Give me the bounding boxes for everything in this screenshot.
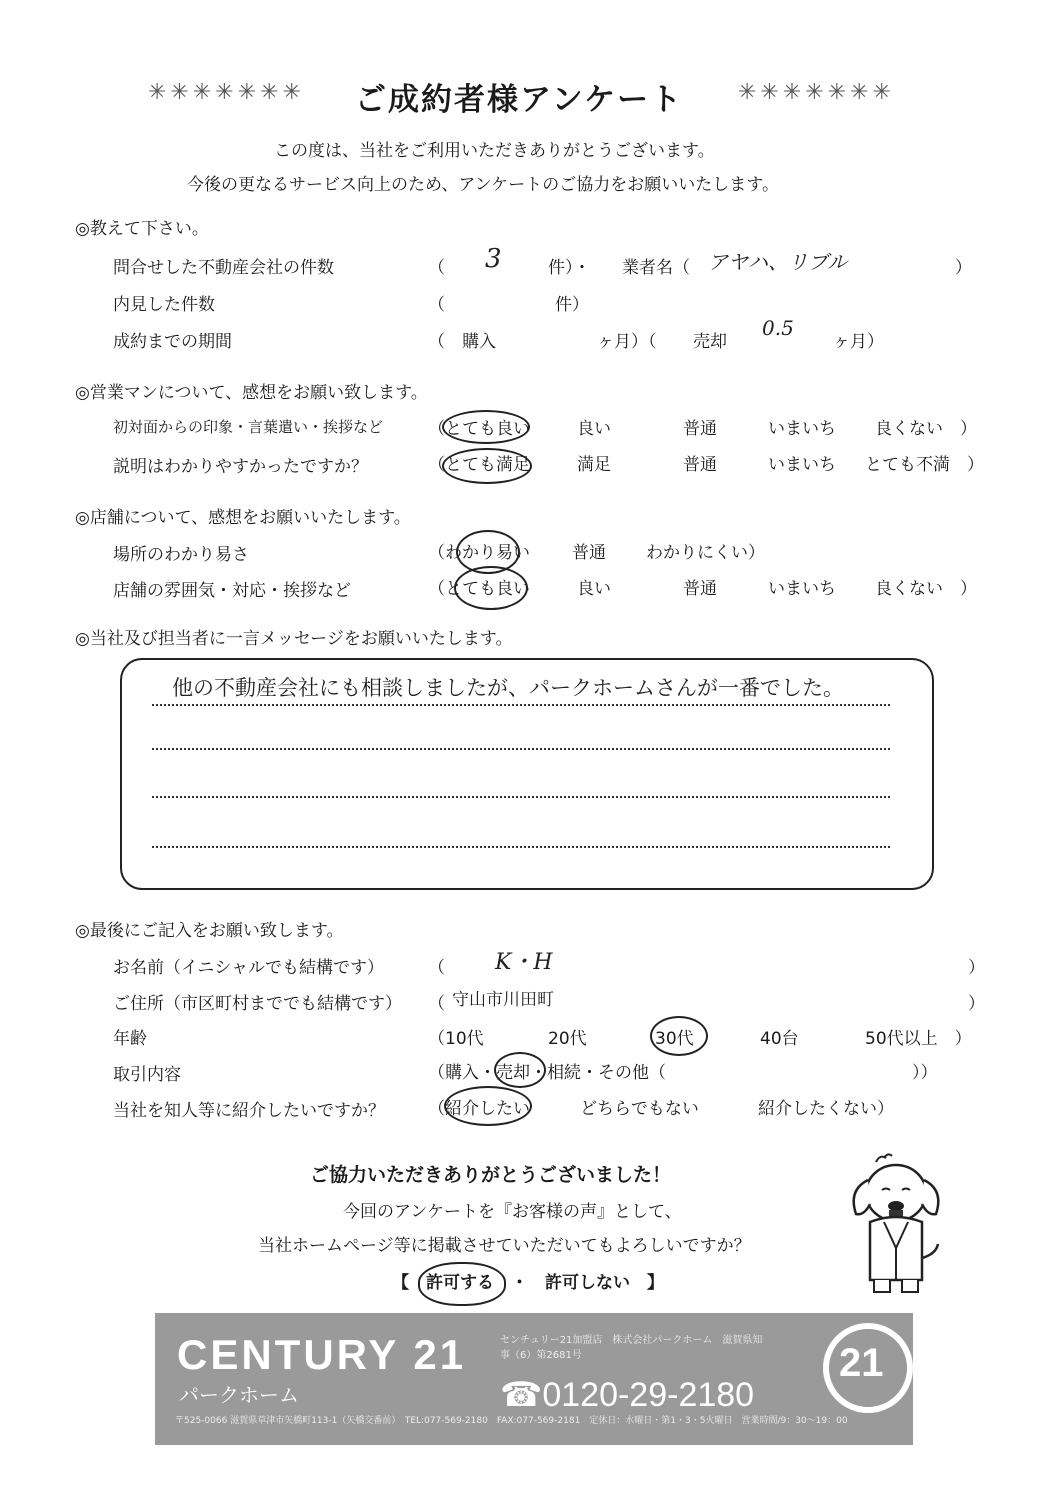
inquiry-count-unit: 件）・ — [548, 258, 591, 278]
closing-line-2: 当社ホームページ等に掲載させていただいてもよろしいですか？ — [258, 1236, 751, 1256]
atmosphere-label: 店舗の雰囲気・対応・挨拶など — [113, 581, 351, 601]
name-close: ） — [968, 958, 985, 978]
inquiry-count-open: （ — [428, 258, 445, 278]
closing-thanks: ご協力いただきありがとうございました！ — [310, 1164, 672, 1186]
explanation-option-meh[interactable]: いまいち — [768, 455, 836, 475]
referral-option-either[interactable]: どちらでもない — [580, 1099, 699, 1119]
atmosphere-option-bad[interactable]: 良くない ） — [875, 579, 977, 599]
address-open: （ — [428, 994, 445, 1014]
explanation-answer-circle — [442, 448, 532, 484]
company-license: センチュリー21加盟店 株式会社パークホーム 滋賀県知事（6）第2681号 — [500, 1335, 763, 1361]
impression-option-meh[interactable]: いまいち — [768, 419, 836, 439]
location-label: 場所のわかり易さ — [113, 545, 249, 565]
period-sell-label: 売却 — [693, 332, 727, 352]
impression-label: 初対面からの印象・言葉遣い・挨拶など — [113, 418, 384, 436]
name-label: お名前（イニシャルでも結構です） — [113, 958, 384, 978]
permission-options[interactable]: 【 許可する ・ 許可しない 】 — [392, 1273, 664, 1293]
address-label: ご住所（市区町村まででも結構です） — [113, 994, 402, 1014]
impression-option-good[interactable]: 良い — [577, 419, 611, 439]
message-line-3 — [152, 796, 890, 798]
age-option-20s[interactable]: 20代 — [548, 1029, 587, 1049]
referral-option-yes[interactable]: （紹介したい — [428, 1099, 530, 1119]
explanation-label: 説明はわかりやすかったですか？ — [113, 457, 368, 477]
intro-line-2: 今後の更なるサービス向上のため、アンケートのご協力をお願いいたします。 — [187, 175, 779, 195]
location-option-hard[interactable]: わかりにくい） — [646, 543, 765, 563]
company-address: 〒525-0066 滋賀県草津市矢橋町113-1（矢橋交番前） TEL:077-569-2180 FAX:077-569-2181 定休日：水曜日・第1・3・5火曜日 営業時間/9：30～19：00 — [175, 1416, 848, 1426]
age-option-30s[interactable]: 30代 — [655, 1029, 694, 1049]
message-line-2 — [152, 748, 890, 750]
section-1-heading: ◎教えて下さい。 — [75, 219, 209, 239]
name-value[interactable]: K・H — [495, 950, 553, 975]
period-buy-unit: ヶ月）（ — [597, 332, 657, 352]
century21-badge-icon — [823, 1323, 913, 1413]
vendor-name-close: ） — [955, 258, 972, 278]
intro-line-1: この度は、当社をご利用いただきありがとうございます。 — [274, 141, 715, 161]
deal-close: ）） — [912, 1063, 938, 1083]
impression-answer-circle — [442, 410, 530, 444]
referral-option-no[interactable]: 紹介したくない） — [758, 1099, 894, 1119]
inquiry-count-label: 問合せした不動産会社の件数 — [113, 258, 334, 278]
deal-options[interactable]: （購入・売却・相続・その他（ — [428, 1063, 666, 1083]
deal-answer-circle — [494, 1052, 546, 1088]
address-value[interactable]: 守山市川田町 — [452, 990, 554, 1010]
viewing-count-unit: 件） — [555, 295, 589, 315]
atmosphere-answer-circle — [454, 566, 528, 610]
viewing-count-label: 内見した件数 — [113, 295, 215, 315]
company-footer — [155, 1313, 913, 1445]
stars-right: ✳✳✳✳✳✳✳ — [738, 80, 896, 105]
impression-option-very-good[interactable]: （とても良い — [428, 419, 530, 439]
referral-label: 当社を知人等に紹介したいですか？ — [113, 1101, 385, 1121]
section-3-heading: ◎店舗について、感想をお願いいたします。 — [75, 508, 411, 528]
location-option-normal[interactable]: 普通 — [572, 543, 606, 563]
vendor-name-value[interactable]: アヤハ、リブル — [708, 250, 848, 274]
atmosphere-option-normal[interactable]: 普通 — [683, 579, 717, 599]
period-label: 成約までの期間 — [113, 332, 232, 352]
age-answer-circle — [650, 1016, 708, 1056]
period-sell-unit: ヶ月） — [833, 332, 884, 352]
section-5-heading: ◎最後にご記入をお願い致します。 — [75, 921, 344, 941]
atmosphere-option-good[interactable]: 良い — [577, 579, 611, 599]
explanation-option-satisfied[interactable]: 満足 — [577, 455, 611, 475]
inquiry-count-value[interactable]: 3 — [485, 244, 502, 274]
stars-left: ✳✳✳✳✳✳✳ — [148, 80, 306, 105]
address-close: ） — [968, 994, 985, 1014]
age-option-10s[interactable]: （10代 — [428, 1029, 484, 1049]
message-box[interactable] — [120, 658, 934, 890]
age-label: 年齢 — [113, 1029, 147, 1049]
name-open: （ — [428, 958, 445, 978]
deal-label: 取引内容 — [113, 1065, 181, 1085]
message-line-1 — [152, 704, 890, 706]
impression-option-bad[interactable]: 良くない ） — [875, 419, 977, 439]
survey-title: ご成約者様アンケート — [355, 82, 684, 118]
section-4-heading: ◎当社及び担当者に一言メッセージをお願いいたします。 — [75, 629, 513, 649]
permission-answer-circle — [418, 1262, 506, 1306]
explanation-option-dissatisfied[interactable]: とても不満 ） — [865, 455, 984, 475]
atmosphere-option-very-good[interactable]: （とても良い — [428, 579, 530, 599]
phone-number[interactable]: ☎0120-29-2180 — [500, 1376, 755, 1414]
age-option-50s-plus[interactable]: 50代以上 ） — [865, 1029, 972, 1049]
company-name: パークホーム — [179, 1383, 299, 1407]
explanation-option-normal[interactable]: 普通 — [683, 455, 717, 475]
period-buy-label: （ 購入 — [428, 332, 496, 352]
impression-option-normal[interactable]: 普通 — [683, 419, 717, 439]
message-text: 他の不動産会社にも相談しましたが、パークホームさんが一番でした。 — [172, 676, 844, 700]
location-option-easy[interactable]: （わかり易い — [428, 543, 530, 563]
closing-line-1: 今回のアンケートを『お客様の声』として、 — [343, 1202, 682, 1222]
badge-number: 21 — [839, 1341, 884, 1385]
century21-logo: CENTURY 21 — [177, 1331, 467, 1378]
viewing-count-open: （ — [428, 295, 445, 315]
vendor-name-label: 業者名（ — [622, 258, 690, 278]
section-2-heading: ◎営業マンについて、感想をお願い致します。 — [75, 383, 428, 403]
age-option-40s[interactable]: 40台 — [760, 1029, 799, 1049]
mascot-dog-illustration — [846, 1148, 946, 1296]
atmosphere-option-meh[interactable]: いまいち — [768, 579, 836, 599]
referral-answer-circle — [444, 1086, 532, 1126]
period-sell-value[interactable]: 0.5 — [762, 316, 794, 340]
explanation-option-very-satisfied[interactable]: （とても満足 — [428, 455, 530, 475]
message-line-4 — [152, 846, 890, 848]
